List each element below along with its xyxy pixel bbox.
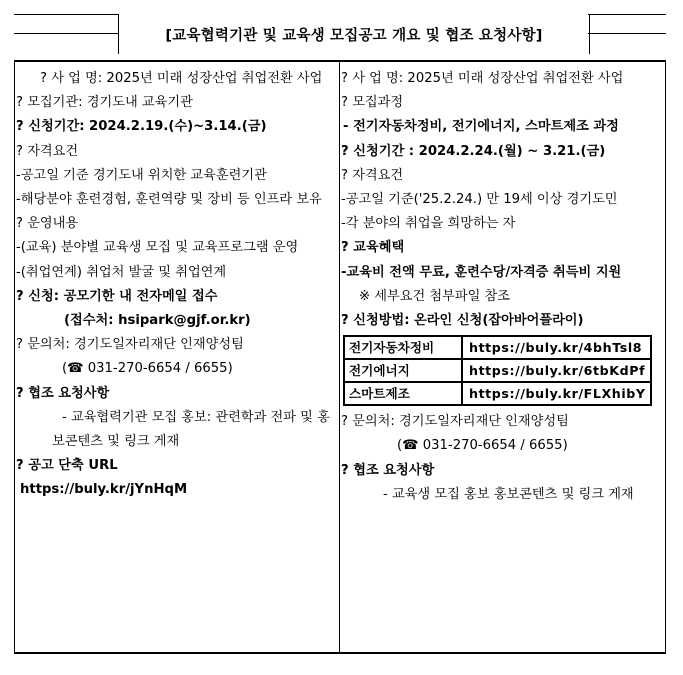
right-apply-method: ? 신청방법: 온라인 신청(잡아바어플라이) <box>341 313 584 329</box>
left-operation-1: -(교육) 분야별 교육생 모집 및 교육프로그램 운영 <box>16 240 299 256</box>
course-link[interactable]: https://buly.kr/4bhTsl8 <box>462 336 651 359</box>
left-column-institution <box>16 67 336 503</box>
course-link[interactable]: https://buly.kr/FLXhibY <box>462 382 651 405</box>
right-benefit-head: ? 교육혜택 <box>341 240 405 256</box>
left-contact-phone: (☎ 031-270-6654 / 6655) <box>62 361 233 377</box>
right-apply-period: ? 신청기간 : 2024.2.24.(월) ~ 3.21.(금) <box>341 143 606 159</box>
course-name-cell: 스마트제조 <box>344 382 462 405</box>
header-rule-right-bottom <box>588 33 666 34</box>
right-note: ※ 세부요건 첨부파일 참조 <box>359 288 511 304</box>
right-coop-item: - 교육생 모집 홍보 홍보콘텐츠 및 링크 게재 <box>383 486 634 502</box>
table-row <box>344 336 651 359</box>
left-business-name: ? 사 업 명: 2025년 미래 성장산업 취업전환 사업 <box>40 71 323 86</box>
left-qualification-2: -해당분야 훈련경험, 훈련역량 및 장비 등 인프라 보유 <box>16 192 322 208</box>
left-operation-head: ? 운영내용 <box>16 216 79 232</box>
table-row <box>344 382 651 405</box>
right-business-name: ? 사 업 명: 2025년 미래 성장산업 취업전환 사업 <box>341 71 624 86</box>
left-apply-email: (접수처: hsipark@gjf.or.kr) <box>64 313 251 329</box>
right-coop-head: ? 협조 요청사항 <box>341 462 435 478</box>
course-link[interactable]: https://buly.kr/6tbKdPf <box>462 359 651 382</box>
course-name-cell: 전기자동차정비 <box>344 336 462 359</box>
table-border-right <box>665 60 666 654</box>
right-qualification-2: -각 분야의 취업을 희망하는 자 <box>341 216 516 232</box>
course-name-cell: 전기에너지 <box>344 359 462 382</box>
left-coop-item: - 교육협력기관 모집 홍보: 관련학과 전파 및 홍보콘텐츠 및 링크 게재 <box>52 409 330 450</box>
left-short-url-link[interactable]: https://buly.kr/jYnHqM <box>20 482 188 498</box>
right-contact-phone: (☎ 031-270-6654 / 6655) <box>397 438 568 454</box>
course-link-table <box>343 335 652 406</box>
left-coop-head: ? 협조 요청사항 <box>16 385 110 401</box>
right-column-trainee <box>341 67 661 507</box>
right-contact: ? 문의처: 경기도일자리재단 인재양성팀 <box>341 414 569 430</box>
table-border-left <box>14 60 15 654</box>
right-course-head: ? 모집과정 <box>341 95 404 111</box>
page-title <box>118 14 590 54</box>
page-title-text: [교육협력기관 및 교육생 모집공고 개요 및 협조 요청사항] <box>165 27 543 44</box>
left-short-url-head: ? 공고 단축 URL <box>16 458 118 474</box>
header-rule-right-top <box>588 14 666 15</box>
table-border-middle <box>339 60 340 654</box>
header-rule-left-bottom <box>14 33 118 34</box>
right-course-item: - 전기자동차정비, 전기에너지, 스마트제조 과정 <box>343 119 619 135</box>
right-qualification-head: ? 자격요건 <box>341 167 404 183</box>
table-border-bottom <box>14 652 666 654</box>
table-row <box>344 359 651 382</box>
left-recruiting-org: ? 모집기관: 경기도내 교육기관 <box>16 95 193 111</box>
left-qualification-1: -공고일 기준 경기도내 위치한 교육훈련기관 <box>16 167 267 183</box>
right-benefit-item: -교육비 전액 무료, 훈련수당/자격증 취득비 지원 <box>341 264 622 280</box>
right-qualification-1: -공고일 기준('25.2.24.) 만 19세 이상 경기도민 <box>341 192 618 208</box>
left-operation-2: -(취업연계) 취업처 발굴 및 취업연계 <box>16 264 227 280</box>
header-rule-left-top <box>14 14 118 15</box>
table-border-top <box>14 60 666 62</box>
left-apply-period: ? 신청기간: 2024.2.19.(수)~3.14.(금) <box>16 119 267 135</box>
left-qualification-head: ? 자격요건 <box>16 143 79 159</box>
left-contact: ? 문의처: 경기도일자리재단 인재양성팀 <box>16 337 244 353</box>
left-apply-method: ? 신청: 공모기한 내 전자메일 접수 <box>16 288 218 304</box>
